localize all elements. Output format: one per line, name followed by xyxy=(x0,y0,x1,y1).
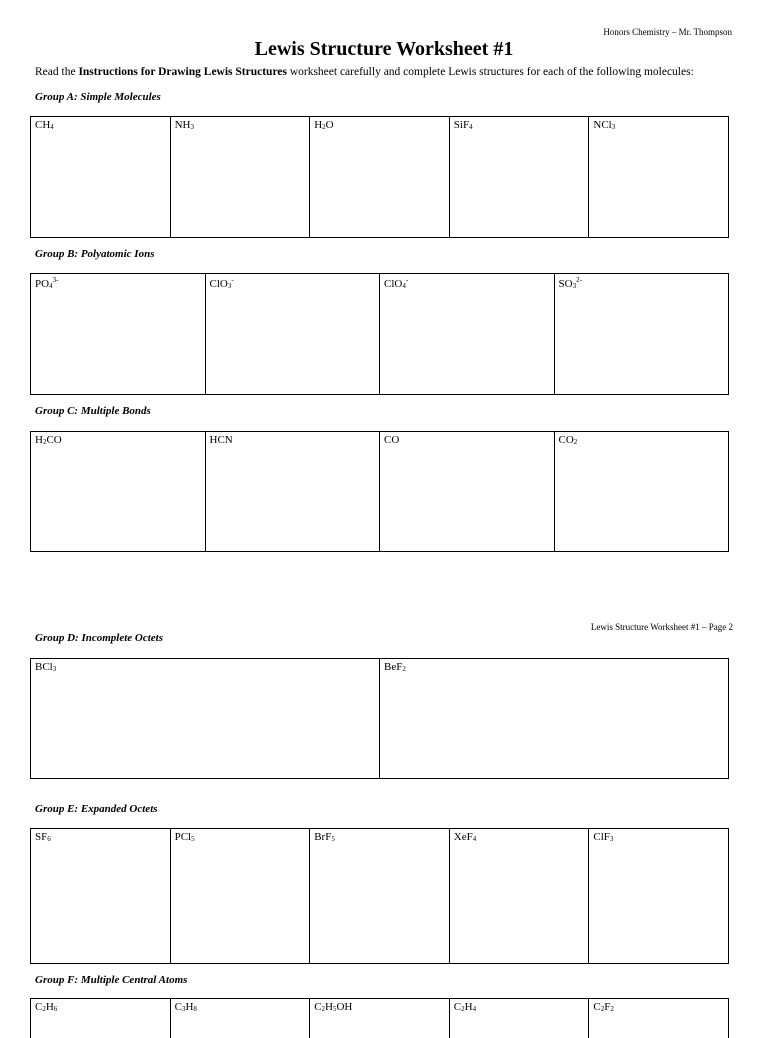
formula-part: 4 xyxy=(469,123,473,131)
formula-part: CH xyxy=(35,119,51,131)
formula-box xyxy=(31,432,205,551)
formula-box xyxy=(31,274,205,394)
group-e-heading: Group E: Expanded Octets xyxy=(35,803,158,815)
formula-label xyxy=(384,434,399,446)
instructions-bold: Instructions for Drawing Lewis Structures xyxy=(78,66,287,78)
formula-box xyxy=(170,829,310,963)
formula-box xyxy=(31,117,170,237)
formula-box xyxy=(554,432,729,551)
formula-part: 3 xyxy=(181,1005,186,1013)
instructions xyxy=(35,66,694,78)
formula-label xyxy=(35,434,62,446)
group-c-heading: Group C: Multiple Bonds xyxy=(35,405,151,417)
formula-part: 5 xyxy=(332,1005,337,1013)
formula-part: 4 xyxy=(472,1005,477,1013)
formula-label xyxy=(593,119,615,131)
formula-part: C xyxy=(35,1001,43,1013)
formula-box xyxy=(31,829,170,963)
formula-part: ClO xyxy=(209,278,228,290)
formula-part: 6 xyxy=(53,1005,58,1013)
formula-part: NCl xyxy=(593,119,612,131)
formula-part: H xyxy=(314,119,323,131)
formula-box xyxy=(379,659,728,778)
formula-label xyxy=(454,1001,476,1013)
formula-part: 2 xyxy=(600,1005,605,1013)
group-e-boxes xyxy=(30,828,729,964)
formula-part: 2 xyxy=(42,1005,46,1013)
formula-part: O xyxy=(325,119,334,131)
formula-part: PCl xyxy=(174,831,192,843)
formula-part: XeF xyxy=(453,831,473,843)
instructions-prefix: Read the xyxy=(35,66,79,78)
formula-part: C xyxy=(314,1001,322,1013)
group-d-boxes xyxy=(30,658,729,779)
formula-part: C xyxy=(593,1001,601,1013)
formula-box xyxy=(309,999,449,1038)
formula-label xyxy=(314,831,335,843)
formula-box xyxy=(205,274,380,394)
formula-part: C xyxy=(453,1001,462,1013)
formula-box xyxy=(588,999,728,1038)
formula-label xyxy=(210,434,233,446)
formula-part: ClF xyxy=(593,831,610,843)
formula-box xyxy=(31,999,170,1038)
formula-part: NH xyxy=(174,119,191,131)
group-a-heading: Group A: Simple Molecules xyxy=(35,91,161,103)
formula-part: 8 xyxy=(193,1005,197,1013)
formula-part: 2 xyxy=(42,438,47,446)
group-f-boxes xyxy=(30,998,729,1038)
formula-part: 3- xyxy=(52,276,59,284)
formula-part: ClO xyxy=(384,278,403,290)
formula-box xyxy=(170,999,310,1038)
formula-label xyxy=(559,278,582,290)
formula-label xyxy=(314,119,333,131)
formula-part: 2 xyxy=(461,1005,465,1013)
formula-box xyxy=(588,829,728,963)
formula-part: H xyxy=(45,1001,54,1013)
worksheet-title: Lewis Structure Worksheet #1 xyxy=(254,38,514,60)
formula-part: CO xyxy=(46,434,62,446)
formula-label xyxy=(384,661,406,673)
formula-label xyxy=(593,1001,613,1013)
formula-label xyxy=(175,119,194,131)
formula-box xyxy=(554,274,729,394)
formula-label xyxy=(593,831,613,843)
formula-box xyxy=(205,432,380,551)
formula-box xyxy=(449,829,589,963)
formula-part: 3 xyxy=(52,665,57,673)
formula-part: BCl xyxy=(35,661,53,673)
formula-part: 2 xyxy=(573,438,578,446)
formula-part: H xyxy=(185,1001,194,1013)
instructions-suffix: worksheet carefully and complete Lewis structures for each of the following molecules: xyxy=(286,66,694,78)
formula-box xyxy=(379,432,554,551)
formula-part: 4 xyxy=(49,282,53,290)
group-a-boxes xyxy=(30,116,729,238)
formula-box xyxy=(31,659,379,778)
course-header: Honors Chemistry – Mr. Thompson xyxy=(603,27,732,37)
formula-label xyxy=(175,831,195,843)
formula-part: 3 xyxy=(227,282,232,290)
formula-box xyxy=(170,117,310,237)
formula-label xyxy=(35,278,58,290)
formula-label xyxy=(210,278,234,290)
formula-part: BeF xyxy=(384,661,403,673)
group-b-heading: Group B: Polyatomic Ions xyxy=(35,248,155,260)
formula-part: HCN xyxy=(209,434,233,446)
formula-part: - xyxy=(231,276,234,284)
formula-part: 4 xyxy=(402,282,406,290)
formula-part: CO xyxy=(384,434,400,446)
formula-part: SF xyxy=(35,831,48,843)
formula-part: 3 xyxy=(190,123,194,131)
formula-part: H xyxy=(35,434,43,446)
formula-label xyxy=(35,831,51,843)
formula-label xyxy=(454,831,476,843)
formula-part: 2- xyxy=(576,276,582,284)
formula-part: 4 xyxy=(472,835,477,843)
formula-part: BrF xyxy=(314,831,332,843)
formula-part: 2 xyxy=(322,123,326,131)
group-b-boxes xyxy=(30,273,729,395)
formula-label xyxy=(35,661,56,673)
formula-part: OH xyxy=(336,1001,353,1013)
formula-part: PO xyxy=(35,278,50,290)
formula-label xyxy=(175,1001,197,1013)
group-c-boxes xyxy=(30,431,729,552)
formula-box xyxy=(379,274,554,394)
formula-box xyxy=(588,117,728,237)
formula-box xyxy=(449,117,589,237)
formula-box xyxy=(449,999,589,1038)
formula-part: H xyxy=(325,1001,333,1013)
formula-part: 5 xyxy=(191,835,195,843)
formula-label xyxy=(454,119,473,131)
formula-label xyxy=(314,1001,352,1013)
formula-part: SiF xyxy=(453,119,470,131)
formula-box xyxy=(309,829,449,963)
formula-label xyxy=(35,119,54,131)
formula-part: SO xyxy=(558,278,573,290)
formula-part: 2 xyxy=(610,1005,614,1013)
formula-part: F xyxy=(604,1001,611,1013)
formula-part: 5 xyxy=(331,835,335,843)
formula-part: 3 xyxy=(611,123,616,131)
formula-part: 3 xyxy=(609,835,614,843)
page-2-label: Lewis Structure Worksheet #1 – Page 2 xyxy=(590,622,733,632)
formula-label xyxy=(35,1001,57,1013)
formula-label xyxy=(559,434,578,446)
group-d-heading: Group D: Incomplete Octets xyxy=(35,632,164,644)
formula-part: CO xyxy=(558,434,574,446)
formula-part: 2 xyxy=(402,665,406,673)
formula-box xyxy=(309,117,449,237)
formula-part: 6 xyxy=(47,835,51,843)
formula-part: H xyxy=(464,1001,473,1013)
formula-part: C xyxy=(174,1001,182,1013)
formula-part: 2 xyxy=(321,1005,326,1013)
formula-part: 4 xyxy=(50,123,54,131)
group-f-heading: Group F: Multiple Central Atoms xyxy=(35,974,188,986)
formula-label xyxy=(384,278,408,290)
formula-part: 3 xyxy=(572,282,577,290)
formula-part: - xyxy=(405,276,409,284)
